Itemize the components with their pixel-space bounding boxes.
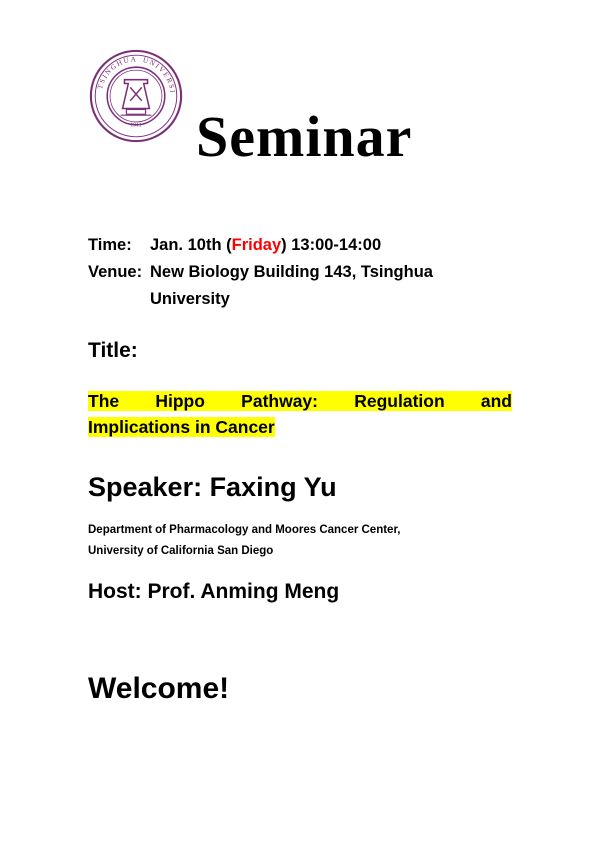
speaker-affiliation <box>88 520 401 562</box>
welcome-text: Welcome! <box>88 672 230 705</box>
event-time-row <box>88 232 528 259</box>
event-info-block <box>88 232 528 313</box>
time-label: Time: <box>88 236 132 254</box>
time-value-prefix: Jan. 10th ( <box>150 236 232 254</box>
host-line: Host: Prof. Anming Meng <box>88 580 340 603</box>
time-value <box>150 232 381 259</box>
svg-text:TSINGHUA: TSINGHUA <box>96 55 138 91</box>
affiliation-line-2: University of California San Diego <box>88 545 274 557</box>
talk-title-line1: The Hippo Pathway: Regulation and <box>88 391 512 411</box>
poster-header <box>0 0 600 200</box>
venue-value-line1: New Biology Building 143, Tsinghua <box>150 263 433 281</box>
time-value-suffix: ) 13:00-14:00 <box>281 236 382 254</box>
talk-title-line2: Implications in Cancer <box>88 417 275 437</box>
speaker-name: Speaker: Faxing Yu <box>88 472 337 502</box>
svg-text:UNIVERSITY: UNIVERSI <box>141 56 177 95</box>
event-venue-row <box>88 259 528 286</box>
page-title: Seminar <box>196 104 413 169</box>
venue-value-line2: University <box>150 290 230 308</box>
venue-label: Venue: <box>88 263 143 281</box>
talk-title <box>88 388 512 440</box>
affiliation-line-1: Department of Pharmacology and Moores Cancer Center, <box>88 524 401 536</box>
time-value-day: Friday <box>231 236 282 254</box>
tsinghua-university-seal-logo <box>88 48 184 144</box>
title-label: Title: <box>88 339 138 362</box>
svg-text:1911: 1911 <box>130 122 142 129</box>
